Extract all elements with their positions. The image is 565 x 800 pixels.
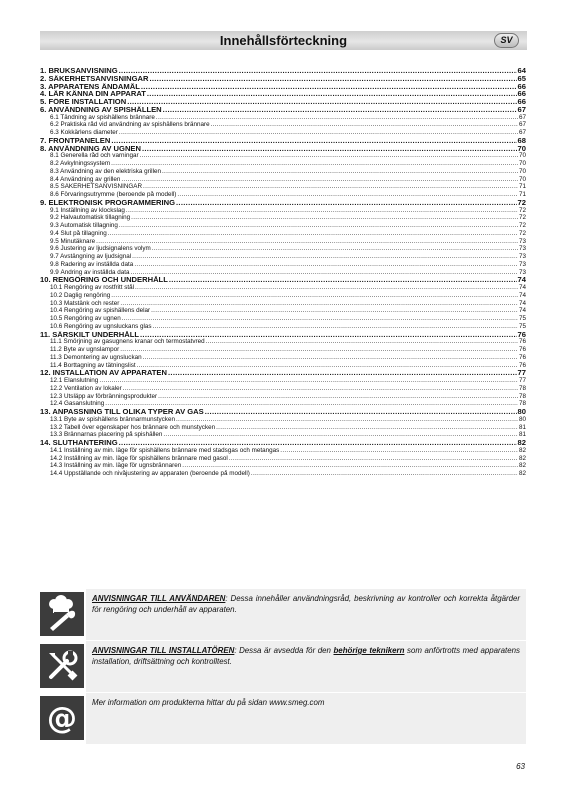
toc-label: 8.5 SÄKERHETSANVISNINGAR [50,183,143,191]
toc-subsection [40,315,526,323]
toc-label: 6. ANVÄNDNING AV SPISHÄLLEN [40,105,162,114]
toc-leader [162,168,518,176]
toc-subsection [40,300,526,308]
toc-label: 10.1 Rengöring av rostfritt stål [50,284,134,291]
toc-subsection [40,416,526,424]
toc-label: 8.6 Förvaringsutrymme (beroende på modell) [50,191,177,198]
toc-page-number: 70 [518,160,526,167]
toc-label: 5. FÖRE INSTALLATION [40,98,127,106]
toc-leader [131,214,518,222]
toc-leader [111,137,516,145]
svg-text:@: @ [47,701,77,735]
toc-section [40,408,526,416]
installer-note-text [86,641,526,692]
toc-page-number: 74 [518,299,526,307]
toc-label: 10.4 Rengöring av spishällens delar [50,307,151,315]
toc-leader [141,83,517,91]
toc-leader [153,323,518,331]
toc-leader [152,245,518,253]
toc-page-number: 68 [517,136,526,145]
toc-subsection [40,168,526,176]
toc-page-number: 72 [517,198,526,207]
toc-label: 8.1 Generella råd och varningar [50,152,139,160]
installer-note-body-end: som anförtrotts med apparatens installation, driftsättning och kontrolltest. [92,646,520,666]
toc-label: 3. APPARATENS ÄNDAMÅL [40,82,140,91]
toc-leader [96,238,518,246]
toc-leader [122,315,518,323]
toc-subsection [40,121,526,129]
toc-leader [119,129,518,137]
toc-page-number: 66 [517,90,526,98]
toc-subsection [40,114,526,122]
toc-label: 12.3 Utsläpp av förbränningsprodukter [50,392,158,400]
toc-label: 14.1 Inställning av min. läge för spishällens brännare med stadsgas och metangas [50,446,280,454]
toc-subsection [40,222,526,230]
language-badge: SV [494,33,519,48]
toc-leader [126,207,518,215]
toc-leader [168,369,517,377]
toc-page-number: 67 [518,129,526,136]
toc-leader [176,199,517,207]
toc-page-number: 77 [518,377,526,384]
toc-label: 10.6 Rengöring av ugnsluckans glas [50,322,152,330]
toc-section [40,83,526,91]
toc-label: 9.8 Radering av inställda data [50,260,134,268]
toc-subsection [40,424,526,432]
at-sign-icon [40,696,84,740]
header-bar [40,31,527,50]
tools-icon [40,644,84,688]
toc-label: 9. ELEKTRONISK PROGRAMMERING [40,198,176,207]
toc-label: 10.2 Daglig rengöring [50,291,111,299]
toc-leader [121,176,518,184]
toc-page-number: 66 [517,98,526,106]
page-number: 63 [516,762,525,771]
toc-leader [135,284,518,292]
toc-label: 1. BRUKSANVISNING [40,67,118,75]
toc-section [40,106,526,114]
toc-label: 13.1 Byte av spishällens brännarmunstycken [50,415,175,423]
toc-label: 9.1 Inställning av klockslag [50,206,125,214]
toc-leader [182,462,518,470]
toc-label: 10.3 Matstänk och rester [50,299,120,307]
user-note-body: : Dessa innehåller användningsråd, beskrivning av kontroller och korrekta åtgärder för rengöring och underhåll av apparaten. [92,594,521,614]
toc-page-number: 73 [518,237,526,245]
toc-leader [251,470,518,478]
toc-page-number: 74 [518,284,526,291]
toc-subsection [40,393,526,401]
toc-subsection [40,160,526,168]
toc-section [40,369,526,377]
toc-leader [143,354,518,362]
toc-leader [216,424,518,432]
toc-leader [123,385,518,393]
toc-page-number: 71 [518,183,526,191]
toc-label: 14.2 Inställning av min. läge för spishällens brännare med gasol [50,454,228,462]
toc-page-number: 75 [518,315,526,322]
toc-leader [105,400,518,408]
toc-label: 9.5 Minutäknare [50,237,96,245]
toc-page-number: 76 [518,338,526,346]
toc-label: 11. SÄRSKILT UNDERHÅLL [40,330,140,339]
toc-subsection [40,207,526,215]
toc-label: 9.6 Justering av ljudsignalens volym [50,245,151,253]
toc-page-number: 66 [517,82,526,91]
toc-subsection [40,354,526,362]
toc-leader [151,307,518,315]
toc-leader [163,106,517,114]
toc-page-number: 70 [518,152,526,160]
toc-page-number: 72 [518,214,526,222]
toc-section [40,439,526,447]
toc-label: 9.2 Halvautomatisk tillagning [50,214,131,222]
toc-leader [140,331,517,339]
toc-leader [158,393,518,401]
toc-label: 12.2 Ventilation av lokaler [50,384,122,392]
toc-label: 8. ANVÄNDNING AV UGNEN [40,144,141,153]
toc-subsection [40,245,526,253]
toc-leader [132,253,518,261]
toc-page-number: 74 [517,276,526,284]
toc-section [40,199,526,207]
toc-subsection [40,238,526,246]
table-of-contents [40,67,526,478]
toc-page-number: 70 [518,167,526,175]
toc-page-number: 72 [518,222,526,229]
toc-page-number: 82 [518,462,526,470]
toc-label: 9.7 Avstängning av ljudsignal [50,253,132,260]
toc-subsection [40,385,526,393]
toc-subsection [40,447,526,455]
toc-label: 10. RENGÖRING OCH UNDERHÅLL [40,276,168,284]
installer-note-emphasis: behörige teknikern [333,646,405,655]
toc-page-number: 82 [518,446,526,454]
toc-label: 9.4 Slut på tillagning [50,229,107,237]
toc-page-number: 73 [518,253,526,260]
toc-leader [169,276,517,284]
toc-subsection [40,455,526,463]
toc-page-number: 76 [517,330,526,339]
toc-label: 13. ANPASSNING TILL OLIKA TYPER AV GAS [40,408,204,416]
toc-leader [99,377,518,385]
toc-page-number: 78 [518,384,526,392]
toc-leader [127,98,516,106]
toc-label: 10.5 Rengöring av ugnen [50,315,121,322]
toc-section [40,145,526,153]
toc-subsection [40,338,526,346]
toc-page-number: 76 [518,353,526,361]
toc-page-number: 77 [517,369,526,377]
toc-subsection [40,269,526,277]
toc-leader [108,230,518,238]
toc-leader [111,292,518,300]
toc-label: 6.2 Praktiska råd vid användning av spishällens brännare [50,121,210,129]
toc-leader [280,447,518,455]
toc-leader [130,269,518,277]
toc-leader [229,455,518,463]
toc-leader [206,338,518,346]
toc-page-number: 64 [517,67,526,75]
toc-label: 11.4 Borttagning av tätningslist [50,361,136,369]
toc-page-number: 73 [518,268,526,276]
toc-leader [119,439,517,447]
toc-page-number: 71 [518,191,526,198]
toc-label: 2. SÄKERHETSANVISNINGAR [40,74,149,83]
toc-page-number: 65 [517,74,526,83]
installer-note [40,641,526,692]
toc-label: 13.2 Tabell över egenskaper hos brännare och munstycken [50,423,216,431]
toc-leader [111,160,518,168]
toc-label: 12. INSTALLATION AV APPARATEN [40,369,167,377]
toc-page-number: 76 [518,346,526,353]
toc-subsection [40,292,526,300]
toc-label: 14. SLUTHANTERING [40,439,118,447]
toc-label: 12.4 Gasanslutning [50,400,105,408]
toc-section [40,331,526,339]
toc-label: 11.1 Smörjning av gasugnens kranar och termostatvred [50,338,205,346]
toc-section [40,67,526,75]
toc-section [40,276,526,284]
toc-section [40,75,526,83]
toc-leader [119,222,518,230]
toc-page-number: 81 [518,431,526,439]
toc-label: 8.3 Användning av den elektriska grillen [50,167,161,175]
toc-subsection [40,214,526,222]
toc-subsection [40,230,526,238]
toc-leader [205,408,517,416]
toc-leader [163,431,518,439]
toc-label: 14.4 Uppställande och nivåjustering av apparaten (beroende på modell) [50,470,250,477]
installer-note-heading: ANVISNINGAR TILL INSTALLATÖREN [92,646,235,655]
toc-page-number: 67 [517,105,526,114]
toc-leader [120,300,518,308]
toc-leader [177,191,518,199]
toc-subsection [40,362,526,370]
toc-subsection [40,253,526,261]
toc-subsection [40,176,526,184]
toc-subsection [40,377,526,385]
chef-icon [40,592,84,636]
toc-subsection [40,307,526,315]
user-note-text [86,589,526,640]
toc-page-number: 80 [518,415,526,423]
toc-leader [140,152,518,160]
toc-page-number: 74 [518,291,526,299]
page-title: Innehållsförteckning [219,33,348,48]
toc-section [40,98,526,106]
toc-subsection [40,191,526,199]
toc-subsection [40,284,526,292]
toc-page-number: 70 [517,144,526,153]
toc-label: 6.3 Kokkärlens diameter [50,129,118,136]
toc-subsection [40,129,526,137]
toc-leader [137,362,518,370]
toc-page-number: 78 [518,400,526,408]
toc-label: 4. LÄR KÄNNA DIN APPARAT [40,90,146,98]
toc-leader [142,145,517,153]
toc-page-number: 73 [518,245,526,253]
toc-page-number: 82 [518,454,526,462]
toc-page-number: 67 [518,121,526,129]
user-note [40,589,526,640]
toc-label: 8.4 Användning av grillen [50,175,121,183]
toc-section [40,137,526,145]
toc-label: 14.3 Inställning av min. läge för ugnsbrännaren [50,462,182,470]
toc-subsection [40,261,526,269]
user-note-heading: ANVISNINGAR TILL ANVÄNDAREN [92,594,226,603]
toc-label: 12.1 Elanslutning [50,377,99,384]
toc-page-number: 78 [518,392,526,400]
toc-label: 11.3 Demontering av ugnsluckan [50,353,142,361]
toc-subsection [40,346,526,354]
toc-leader [120,346,518,354]
toc-leader [211,121,518,129]
web-note-text [86,693,526,744]
toc-label: 7. FRONTPANELEN [40,136,111,145]
web-note-body: Mer information om produkterna hittar du på sidan www.smeg.com [92,698,325,707]
toc-subsection [40,400,526,408]
toc-label: 9.9 Ändring av inställda data [50,268,130,276]
web-note [40,693,526,744]
toc-page-number: 82 [518,470,526,477]
toc-subsection [40,462,526,470]
toc-page-number: 76 [518,361,526,369]
toc-page-number: 72 [518,229,526,237]
toc-subsection [40,152,526,160]
toc-subsection [40,431,526,439]
toc-leader [134,261,518,269]
toc-leader [143,183,518,191]
toc-page-number: 75 [518,322,526,330]
toc-leader [147,90,517,98]
toc-label: 11.2 Byte av ugnslampor [50,346,120,353]
toc-section [40,90,526,98]
toc-page-number: 82 [517,439,526,447]
toc-page-number: 67 [518,113,526,121]
toc-page-number: 74 [518,307,526,315]
toc-leader [156,114,518,122]
toc-label: 6.1 Tändning av spishällens brännare [50,113,155,121]
toc-leader [149,75,516,83]
toc-label: 13.3 Brännarnas placering på spishällen [50,431,163,439]
toc-leader [176,416,518,424]
toc-page-number: 73 [518,260,526,268]
toc-page-number: 80 [517,408,526,416]
toc-subsection [40,470,526,478]
toc-label: 8.2 Avkylningssystem [50,160,111,167]
toc-page-number: 72 [518,206,526,214]
toc-page-number: 70 [518,175,526,183]
toc-subsection [40,323,526,331]
toc-page-number: 81 [518,423,526,431]
toc-leader [119,67,517,75]
toc-subsection [40,183,526,191]
installer-note-body: : Dessa är avsedda för den [234,646,334,655]
toc-label: 9.3 Automatisk tillagning [50,222,118,229]
